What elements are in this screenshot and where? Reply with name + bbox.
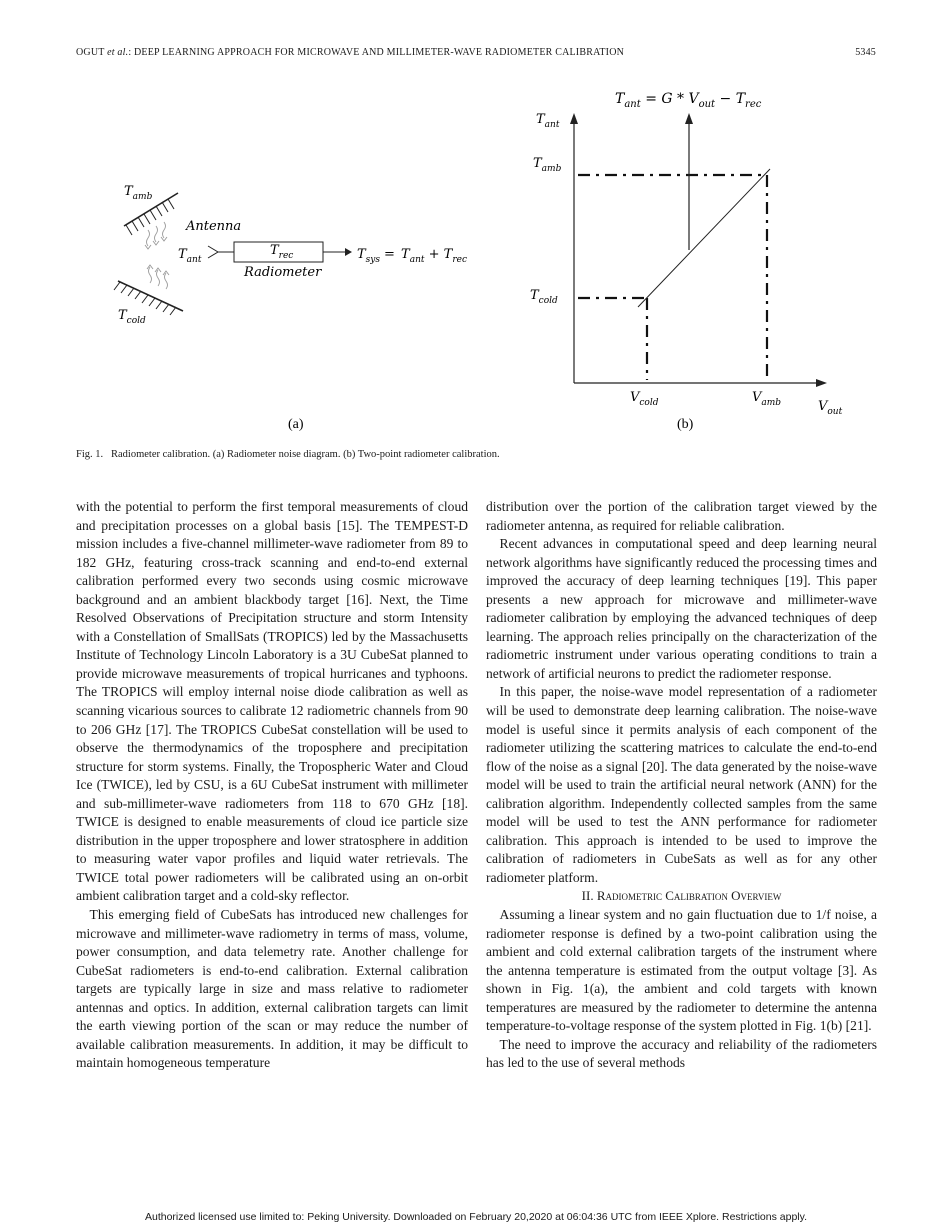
figure-1a-diagram <box>114 184 467 432</box>
figure-1b-plot <box>530 91 843 432</box>
right-paragraph-4: Assuming a linear system and no gain fluctuation due to 1/f noise, a radiometer response is defined by a two-point calibration using the ambient and cold external calibration targets of the instrument where the antenna temperature is estimated from the output voltage [3]. As shown in Fig. 1(a), the ambient and cold targets with known temperatures are measured by the radiometer to determine the antenna temperature-to-voltage response of the system plotted in Fig. 1(b) [21]. <box>486 907 877 1034</box>
tick-vcold: $V_{cold}$ <box>630 390 659 408</box>
y-axis-label: $T_{ant}$ <box>536 112 560 130</box>
calibration-line <box>638 169 770 307</box>
label-tamb-a: $T_{amb}$ <box>124 184 153 202</box>
cold-emission-arrows <box>147 265 169 289</box>
tick-vamb: $V_{amb}$ <box>752 390 782 408</box>
ambient-target-hatching <box>126 199 174 235</box>
left-paragraph-2: This emerging field of CubeSats has introduced new challenges for microwave and millimeter-wave radiometry in terms of mass, volume, power consumption, and data telemetry rate. Another challenge for CubeSat radiometers is end-to-end calibration. External calibration targets are typically large in size and mass relative to radiometer antennas and optics. In addition, external calibration targets can limit the earth viewing portion of the scan or may reduce the number of available calibration measurements. In addition, it may be difficult to maintain homogeneous temperature <box>76 907 468 1071</box>
right-paragraph-5: The need to improve the accuracy and reliability of the radiometers has led to the use of several methods <box>486 1036 877 1071</box>
label-tsys-equation: $T_{sys} = T_{ant} + T_{rec}$ <box>357 247 467 265</box>
header-etal: et al. <box>107 47 129 58</box>
y-axis-arrow-icon <box>570 113 578 124</box>
header-title: : DEEP LEARNING APPROACH FOR MICROWAVE AND MILLIMETER-WAVE RADIOMETER CALIBRATION <box>128 47 625 58</box>
sublabel-b: (b) <box>677 417 694 432</box>
figure-caption: Fig. 1. Radiometer calibration. (a) Radiometer noise diagram. (b) Two-point radiometer calibration. <box>76 449 500 460</box>
tick-tcold: $T_{cold}$ <box>530 288 558 306</box>
right-column <box>486 498 877 1073</box>
x-axis-arrow-icon <box>816 379 827 387</box>
right-paragraph-3: In this paper, the noise-wave model representation of a radiometer will be used to demonstrate deep learning calibration. The noise-wave model is useful since it permits analysis of each component of the radiometer utilizing the scattering matrices to calculate the end-to-end flow of the noise as a signal [20]. The data generated by the noise-wave model will be used to train the artificial neural network (ANN) for the calibration algorithm. Independently collected samples from the same model will be used to test the ANN performance for radiometer calibration. This approach is intended to be used to improve the calibration of radiometers in CubeSats as well as for any other radiometer platform. <box>486 684 877 885</box>
label-antenna: Antenna <box>186 219 242 234</box>
equation-b: $T_{ant} = G * V_{out} - T_{rec}$ <box>615 91 762 110</box>
left-paragraph-1: with the potential to perform the first temporal measurements of cloud and precipitation processes on a global basis [15]. The TEMPEST-D mission includes a five-channel millimeter-wave radiometer from 89 to 182 GHz, featuring cross-track scanning and end-to-end external calibration performed every two seconds using cosmic microwave background and an ambient blackbody target [16]. Next, the Time Resolved Observations of Precipitation structure and storm Intensity with a Constellation of SmallSats (TROPICS) led by the Massachusetts Institute of Technology Lincoln Laboratory is a 3U CubeSat planned to provide microwave measurements of tropical hurricanes and typhoons. The TROPICS will employ internal noise diode calibration as well as scanning vicarious sources to calibrate 12 radiometric channels from 90 to 206 GHz [17]. The TROPICS CubeSat constellation will be used to observe the thermodynamics of the troposphere and precipitation structure for storm systems. Finally, the Tropospheric Water and Cloud Ice (TWICE), led by CSU, is a 6U CubeSat instrument with millimeter and sub-millimeter-wave radiometers from 118 to 670 GHz [18]. TWICE is designed to enable measurements of cloud ice particle size distribution in the upper troposphere and lower stratosphere in addition to measuring water vapor profiles and liquid water retrievals. The TWICE total power radiometers will be calibrated using an on-orbit ambient calibration target and a cold-sky reflector. <box>76 499 468 904</box>
section-title: Radiometric Calibration Overview <box>596 888 782 904</box>
tick-tamb: $T_{amb}$ <box>533 156 562 174</box>
output-arrow-icon <box>345 248 352 256</box>
left-column <box>76 498 468 1073</box>
label-tcold-a: $T_{cold}$ <box>118 308 146 326</box>
figure-1 <box>0 0 952 445</box>
license-footer: Authorized licensed use limited to: Peking University. Downloaded on February 20,2020 at 06:04:36 UTC from IEEE Xplore. Restrictions apply. <box>144 1211 808 1223</box>
x-axis-label: $V_{out}$ <box>818 399 843 417</box>
reference-lines <box>578 175 767 380</box>
section-heading: II. Radiometric Calibration Overview <box>581 888 782 904</box>
label-trec-a: $T_{rec}$ <box>270 243 294 261</box>
page-number: 5345 <box>855 47 876 58</box>
sublabel-a: (a) <box>288 417 304 432</box>
antenna-icon <box>208 246 218 258</box>
cold-target-surface <box>118 281 183 311</box>
ambient-emission-arrows <box>145 222 167 249</box>
label-tant-a: $T_{ant}$ <box>178 247 202 265</box>
right-paragraph-1: distribution over the portion of the calibration target viewed by the radiometer antenna, as required for reliable calibration. <box>486 499 877 533</box>
equation-pointer-arrow-icon <box>685 113 693 124</box>
header-authors: OGUT <box>76 47 105 58</box>
right-paragraph-2: Recent advances in computational speed and deep learning neural network algorithms have significantly reduced the processing times and improved the accuracy of deep learning techniques [19]. This paper presents a new approach for microwave and millimeter-wave radiometer calibration by employing the advanced techniques of deep learning. The approach relies principally on the characterization of the radiometric instrument under various operating conditions to train a network of artificial neurons to predict the radiometer response. <box>486 536 877 681</box>
label-radiometer: Radiometer <box>244 265 322 280</box>
